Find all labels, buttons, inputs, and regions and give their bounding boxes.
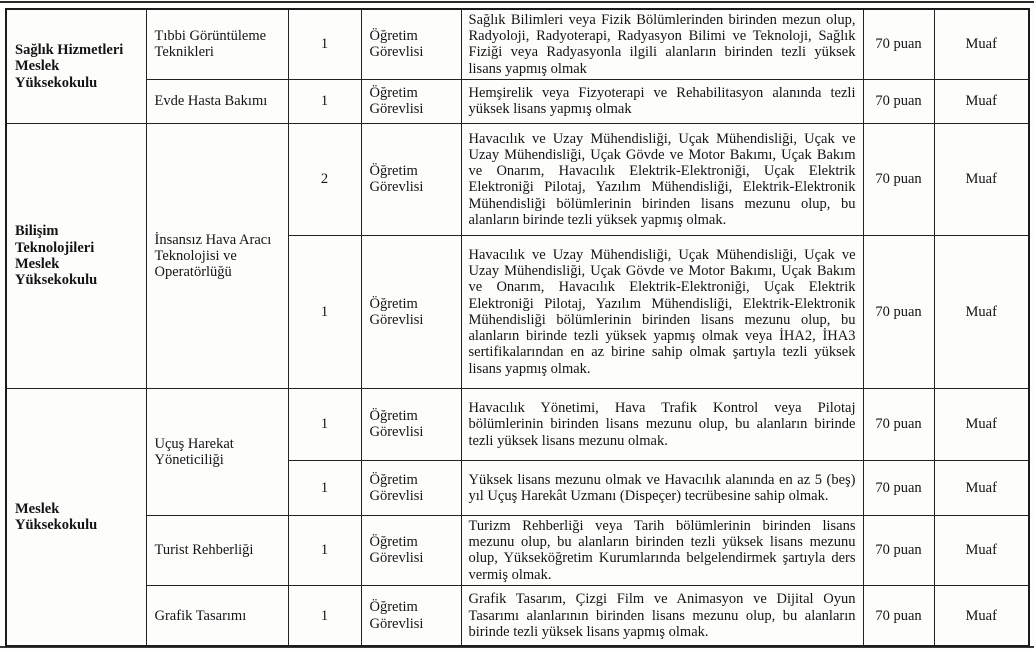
requirement-cell: Havacılık ve Uzay Mühendisliği, Uçak Mühendisliği, Uçak ve Uzay Mühendisliği, Uçak Gövde ve Motor Bakımı, Uçak Bakım ve Onarım, Havacılık Elektrik-Elektroniği, Uçak Elektrik Elektroniği Pilotaj, Yazılım Mühendisliği, Elektrik-Elektronik Mühendisliği bölümlerinin birinden lisans mezunu olup, bu alanların birinde tezli yüksek yapmış olmak veya İHA2, İHA3 sertifikalarından en az birine sahip olmak şartıyla tezli yüksek lisans yapmış olmak.	[461, 235, 863, 388]
school-cell: Meslek Yüksekokulu	[6, 388, 146, 646]
exemption-cell: Muaf	[934, 79, 1029, 123]
requirement-cell: Hemşirelik veya Fizyoterapi ve Rehabilitasyon alanında tezli yüksek lisans yapmış olmak	[461, 79, 863, 123]
exemption-cell: Muaf	[934, 515, 1029, 585]
table-row	[6, 79, 1029, 123]
position-cell: Öğretim Görevlisi	[361, 9, 461, 79]
score-cell: 70 puan	[863, 123, 934, 235]
position-cell: Öğretim Görevlisi	[361, 388, 461, 460]
requirement-cell: Sağlık Bilimleri veya Fizik Bölümlerinden birinden mezun olup, Radyoloji, Radyoterapi, Radyasyon Bilimi ve Teknoloji, Sağlık Fiziği veya Radyasyonla ilgili alanların birinden tezli yüksek lisans yapmış olmak	[461, 9, 863, 79]
scan-edge-line-top	[0, 1, 1034, 3]
program-cell: Grafik Tasarımı	[146, 585, 288, 646]
position-cell: Öğretim Görevlisi	[361, 515, 461, 585]
count-cell: 1	[288, 585, 361, 646]
program-cell: İnsansız Hava Aracı Teknolojisi ve Operatörlüğü	[146, 123, 288, 388]
score-cell: 70 puan	[863, 460, 934, 515]
score-cell: 70 puan	[863, 9, 934, 79]
requirement-cell: Havacılık Yönetimi, Hava Trafik Kontrol veya Pilotaj bölümlerinin birinden lisans mezunu olup, bu alanların birinde tezli yüksek lisans mezunu olmak.	[461, 388, 863, 460]
requirement-cell: Havacılık ve Uzay Mühendisliği, Uçak Mühendisliği, Uçak ve Uzay Mühendisliği, Uçak Gövde ve Motor Bakımı, Uçak Bakım ve Onarım, Havacılık Elektrik-Elektroniği, Uçak Elektrik Elektroniği Pilotaj, Yazılım Mühendisliği, Elektrik-Elektronik Mühendisliği bölümlerinin birinden lisans mezunu olup, bu alanların birinde tezli yüksek yapmış olmak.	[461, 123, 863, 235]
table-row	[6, 388, 1029, 460]
count-cell: 1	[288, 515, 361, 585]
count-cell: 2	[288, 123, 361, 235]
position-cell: Öğretim Görevlisi	[361, 79, 461, 123]
exemption-cell: Muaf	[934, 123, 1029, 235]
exemption-cell: Muaf	[934, 9, 1029, 79]
program-cell: Turist Rehberliği	[146, 515, 288, 585]
exemption-cell: Muaf	[934, 460, 1029, 515]
count-cell: 1	[288, 460, 361, 515]
program-cell: Evde Hasta Bakımı	[146, 79, 288, 123]
count-cell: 1	[288, 9, 361, 79]
score-cell: 70 puan	[863, 79, 934, 123]
program-cell: Tıbbi Görüntüleme Teknikleri	[146, 9, 288, 79]
score-cell: 70 puan	[863, 585, 934, 646]
vacancy-table	[5, 8, 1030, 647]
exemption-cell: Muaf	[934, 235, 1029, 388]
table-row	[6, 585, 1029, 646]
count-cell: 1	[288, 388, 361, 460]
position-cell: Öğretim Görevlisi	[361, 123, 461, 235]
exemption-cell: Muaf	[934, 388, 1029, 460]
requirement-cell: Yüksek lisans mezunu olmak ve Havacılık alanında en az 5 (beş) yıl Uçuş Harekât Uzmanı (Dispeçer) tecrübesine sahip olmak.	[461, 460, 863, 515]
requirement-cell: Turizm Rehberliği veya Tarih bölümlerinin birinden lisans mezunu olup, bu alanların birinden tezli yüksek lisans mezunu olup, Yükseköğretim Kurumlarında belgelendirmek şartıyla ders vermiş olmak.	[461, 515, 863, 585]
school-cell: Sağlık Hizmetleri Meslek Yüksekokulu	[6, 9, 146, 123]
exemption-cell: Muaf	[934, 585, 1029, 646]
score-cell: 70 puan	[863, 388, 934, 460]
position-cell: Öğretim Görevlisi	[361, 460, 461, 515]
count-cell: 1	[288, 79, 361, 123]
score-cell: 70 puan	[863, 235, 934, 388]
position-cell: Öğretim Görevlisi	[361, 585, 461, 646]
position-cell: Öğretim Görevlisi	[361, 235, 461, 388]
program-cell: Uçuş Harekat Yöneticiliği	[146, 388, 288, 515]
count-cell: 1	[288, 235, 361, 388]
score-cell: 70 puan	[863, 515, 934, 585]
school-cell: Bilişim Teknolojileri Meslek Yüksekokulu	[6, 123, 146, 388]
requirement-cell: Grafik Tasarım, Çizgi Film ve Animasyon ve Dijital Oyun Tasarımı alanlarının birinden lisans mezunu olup, bu alanların birinde tezli yüksek lisans yapmış olmak.	[461, 585, 863, 646]
table-row	[6, 9, 1029, 79]
table-row	[6, 123, 1029, 235]
table-row	[6, 515, 1029, 585]
